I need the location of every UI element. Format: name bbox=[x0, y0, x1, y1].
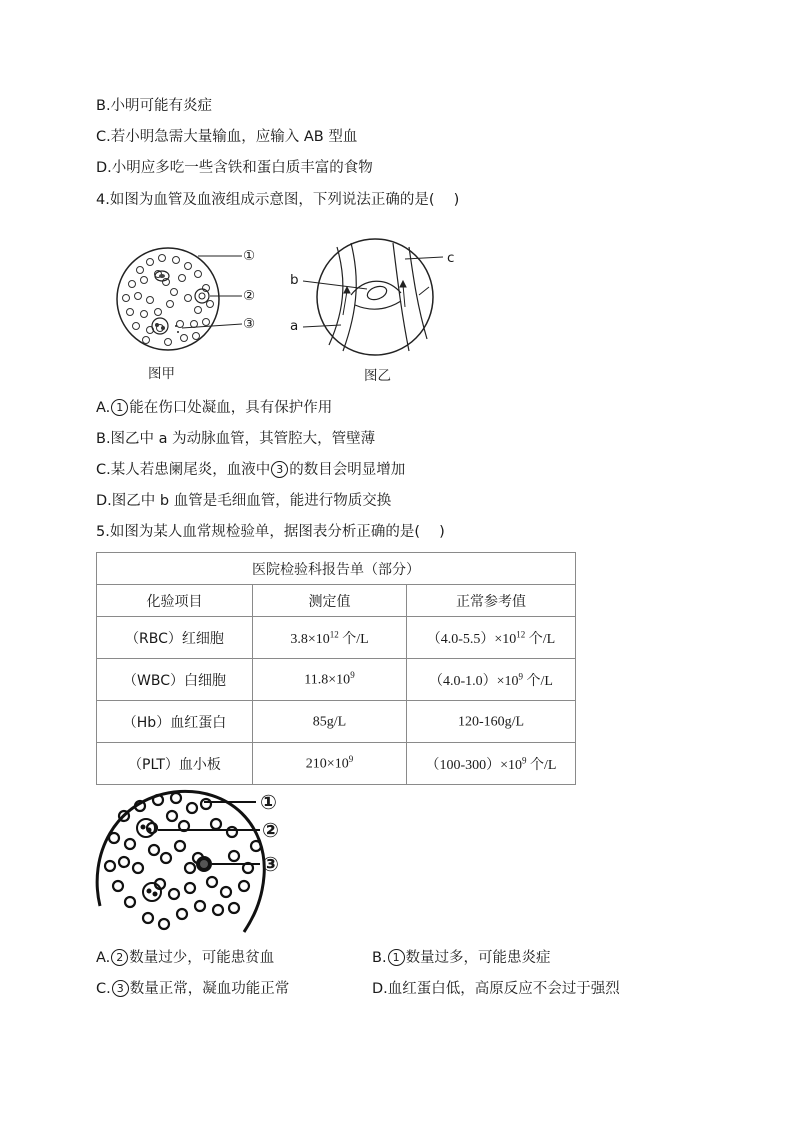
value-cell: 85g/L bbox=[253, 701, 407, 743]
reference-cell: $(100-300)\times 10^9$ 个/L bbox=[407, 743, 576, 785]
header-item: 化验项目 bbox=[97, 585, 253, 617]
q3-option-b: B.小明可能有炎症 bbox=[96, 98, 213, 114]
q5-fig-mark-3: ③ bbox=[262, 852, 279, 876]
item-cell: （RBC）红细胞 bbox=[97, 617, 253, 659]
item-cell: （PLT）血小板 bbox=[97, 743, 253, 785]
fig-yi-mark-c: c bbox=[447, 250, 455, 266]
table-row bbox=[97, 659, 576, 701]
q5-option-b: B. 1 数量过多，可能患炎症 bbox=[372, 950, 551, 966]
q5-stem: 5.如图为某人血常规检验单，据图表分析正确的是( ) bbox=[96, 524, 445, 540]
fig-yi-caption: 图乙 bbox=[364, 368, 391, 384]
q4-stem: 4.如图为血管及血液组成示意图，下列说法正确的是( ) bbox=[96, 192, 460, 208]
item-cell: （WBC）白细胞 bbox=[97, 659, 253, 701]
value-cell: $210\times 10^9$ bbox=[253, 743, 407, 785]
header-reference: 正常参考值 bbox=[407, 585, 576, 617]
reference-cell: $(4.0-1.0)\times 10^9$ 个/L bbox=[407, 659, 576, 701]
header-value: 测定值 bbox=[253, 585, 407, 617]
value-cell: $3.8\times 10^{12}$ 个/L bbox=[253, 617, 407, 659]
table-row bbox=[97, 743, 576, 785]
fig-yi-mark-b: b bbox=[290, 272, 299, 288]
fig-yi-mark-a: a bbox=[290, 318, 299, 334]
q4-option-d: D.图乙中 b 血管是毛细血管，能进行物质交换 bbox=[96, 493, 392, 509]
q5-fig-mark-1: ① bbox=[260, 790, 277, 814]
q4-option-a: A. 1 能在伤口处凝血，具有保护作用 bbox=[96, 400, 333, 416]
figure-jia-blood-smear bbox=[110, 240, 300, 360]
item-cell: （Hb）血红蛋白 bbox=[97, 701, 253, 743]
table-row bbox=[97, 617, 576, 659]
table-row bbox=[97, 701, 576, 743]
q5-option-c: C. 3 数量正常，凝血功能正常 bbox=[96, 981, 290, 997]
blood-test-report-table bbox=[96, 552, 576, 785]
q5-option-a: A. 2 数量过少，可能患贫血 bbox=[96, 950, 275, 966]
q3-option-d: D.小明应多吃一些含铁和蛋白质丰富的食物 bbox=[96, 160, 373, 176]
fig-jia-mark-2: ② bbox=[243, 288, 256, 304]
reference-cell: $(4.0-5.5)\times 10^{12}$ 个/L bbox=[407, 617, 576, 659]
figure-yi-blood-vessels bbox=[285, 235, 465, 365]
value-cell: $11.8\times 10^9$ bbox=[253, 659, 407, 701]
q3-option-c: C.若小明急需大量输血，应输入 AB 型血 bbox=[96, 129, 358, 145]
fig-jia-caption: 图甲 bbox=[148, 366, 175, 382]
reference-cell: 120-160g/L bbox=[407, 701, 576, 743]
report-title: 医院检验科报告单（部分） bbox=[97, 553, 576, 585]
fig-jia-mark-3: ③ bbox=[243, 316, 256, 332]
q5-fig-mark-2: ② bbox=[262, 818, 279, 842]
fig-jia-mark-1: ① bbox=[243, 248, 256, 264]
q5-option-d: D.血红蛋白低，高原反应不会过于强烈 bbox=[372, 981, 620, 997]
q4-option-c: C.某人若患阑尾炎，血液中 3 的数目会明显增加 bbox=[96, 462, 406, 478]
q4-option-b: B.图乙中 a 为动脉血管，其管腔大，管壁薄 bbox=[96, 431, 376, 447]
